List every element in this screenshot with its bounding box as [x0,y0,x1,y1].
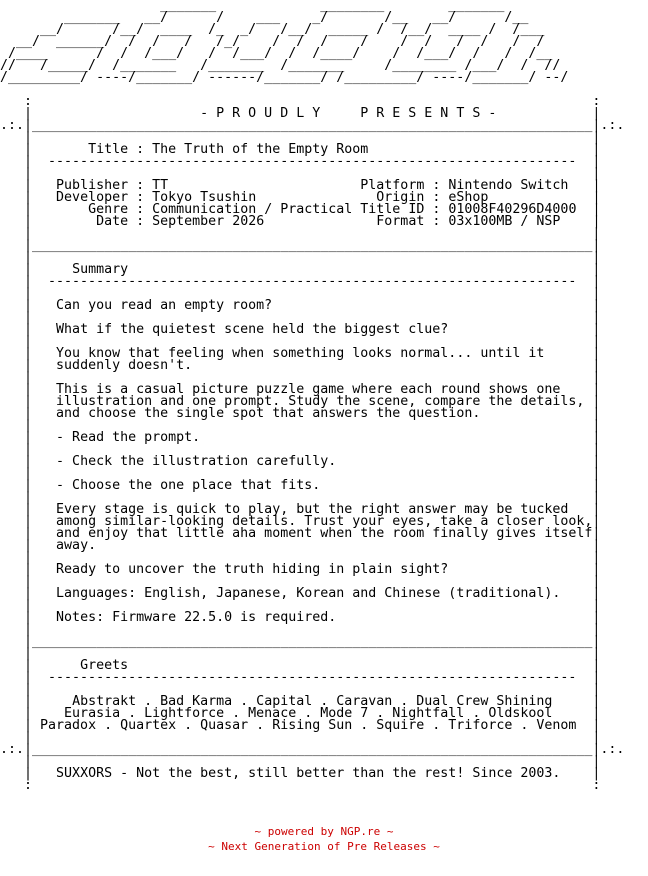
greets-heading: Greets [80,658,129,673]
presents-heading: - P R O U D L Y P R E S E N T S - [200,106,497,121]
summary-line: - Check the illustration carefully. [56,454,593,469]
greets-line: Eurasia . Lightforce . Menace . Mode 7 . Nightfall . Oldskool [64,706,553,721]
logo-line: /____ / / /___/ / /___/ / /____/ / /___/ / / /__ [0,46,609,61]
format-value: 03x100MB / NSP [448,214,577,229]
logo-line: // /_____/ /_______ /_______ /_______ /________ /___/ / // [0,58,609,73]
logo-line: __/ /__/ ____ /_ _/ /__/ _____ / /__/ ____ / /___ [0,22,609,37]
summary-line: among similar-looking details. Trust your eyes, take a closer look, [56,514,593,529]
summary-line: suddenly doesn't. [56,358,593,373]
title-value: The Truth of the Empty Room [152,142,369,157]
titleid-value: 01008F40296D4000 [448,202,577,217]
genre-label: Genre [56,202,129,217]
publisher-label: Publisher [56,178,129,193]
summary-line: Can you read an empty room? [56,298,593,313]
logo-line: _______ __/ / ___ _/ /__ __/ /__ [0,10,609,25]
date-label: Date [56,214,129,229]
logo-line: /_________/ ----/_______/ ------/_______/ /_________/ ----/_______/ --/ [0,70,609,85]
platform-value: Nintendo Switch [448,178,577,193]
summary-line: away. [56,538,593,553]
origin-value: eShop [448,190,577,205]
summary-line: Notes: Firmware 22.5.0 is required. [56,610,593,625]
greets-line: Abstrakt . Bad Karma . Capital . Caravan . Dual Crew Shining [72,694,553,709]
summary-line: This is a casual picture puzzle game where each round shows one [56,382,593,397]
summary-line: Every stage is quick to play, but the right answer may be tucked [56,502,593,517]
release-tagline: SUXXORS - Not the best, still better than the rest! Since 2003. [56,766,561,781]
summary-line: and choose the single spot that answers the question. [56,406,593,421]
summary-line: What if the quietest scene held the biggest clue? [56,322,593,337]
summary-heading: Summary [72,262,129,277]
genre-value: Communication / Practical [152,202,361,217]
footer-powered-by[interactable]: ~ powered by NGP.re ~ [254,825,394,838]
origin-label: Origin [360,190,425,205]
summary-line: - Choose the one place that fits. [56,478,593,493]
date-value: September 2026 [152,214,361,229]
title-label: Title [88,142,129,157]
greets-line: Paradox . Quartex . Quasar . Rising Sun . Squire . Triforce . Venom [40,718,577,733]
format-label: Format [360,214,425,229]
developer-value: Tokyo Tsushin [152,190,361,205]
titleid-label: Title ID [360,202,425,217]
footer-tagline: ~ Next Generation of Pre Releases ~ [208,840,440,853]
summary-line: and enjoy that little aha moment when the room finally gives itself [56,526,593,541]
summary-line: illustration and one prompt. Study the scene, compare the details, [56,394,593,409]
platform-label: Platform [360,178,425,193]
summary-line: Languages: English, Japanese, Korean and Chinese (traditional). [56,586,593,601]
logo-line: _______ ________ _______ [0,0,609,13]
logo-line: __/ ______/ / / / /_/ / / / / / / / / / / [0,34,609,49]
developer-label: Developer [56,190,129,205]
summary-line: You know that feeling when something looks normal... until it [56,346,593,361]
publisher-value: TT [152,178,361,193]
summary-line: - Read the prompt. [56,430,593,445]
summary-line: Ready to uncover the truth hiding in plain sight? [56,562,593,577]
nfo-text: _______ ________ _______ _______ __/ / ___ _/ /__ __/ /__ __/ /__/ ____ /_ _/ /__/ _____ / /__/ ____ / /___ __/ ______/ / / / /_/ / / / / / / / / / / /____ / / /___/ / /___/ / /____/ / /___/ / / /__ // /_____/ /_______ /_______ /_______ /________ /___/ / // /_________/ ----/_______/ ------/_______/ /_________/ ----/_______/ --/ : : | - P R O U D L Y P R E S E N T S - | .:.|______________________________________________________________________|.:. | | | Title : The Truth of the Empty Room | | ------------------------------------------------------------------ | | | | Publisher : TT Platform : Nintendo Switch | | Developer : Tokyo Tsushin Origin : eShop | | Genre : Communication / Practical Title ID : 01008F40296D4000 | | Date : September 2026 Format : 03x100MB / NSP | | | |______________________________________________________________________| | | | Summary | | ------------------------------------------------------------------ | | | | Can you read an empty room? | | | | What if the quietest scene held the biggest clue? | | | | You know that feeling when something looks normal... until it | | suddenly doesn't. | | | | This is a casual picture puzzle game where each round shows one | | illustration and one prompt. Study the scene, compare the details, | | and choose the single spot that answers the question. | | | | - Read the prompt. | | | | - Check the illustration carefully. | | | | - Choose the one place that fits. | | | | Every stage is quick to play, but the right answer may be tucked | | among similar-looking details. Trust your eyes, take a closer look,| | and enjoy that little aha moment when the room finally gives itself| | away. | | | | Ready to uncover the truth hiding in plain sight? | | | | Languages: English, Japanese, Korean and Chinese (traditional). | | | | Notes: Firmware 22.5.0 is required. | | | |______________________________________________________________________| | | | Greets | | ------------------------------------------------------------------ | | | | Abstrakt . Bad Karma . Capital . Caravan . Dual Crew Shining | | Eurasia . Lightforce . Menace . Mode 7 . Nightfall . Oldskool | | Paradox . Quartex . Quasar . Rising Sun . Squire . Triforce . Venom | | | .:.|______________________________________________________________________|.:. | | | SUXXORS - Not the best, still better than the rest! Since 2003. | : : [0,0,625,793]
footer [0,824,648,854]
